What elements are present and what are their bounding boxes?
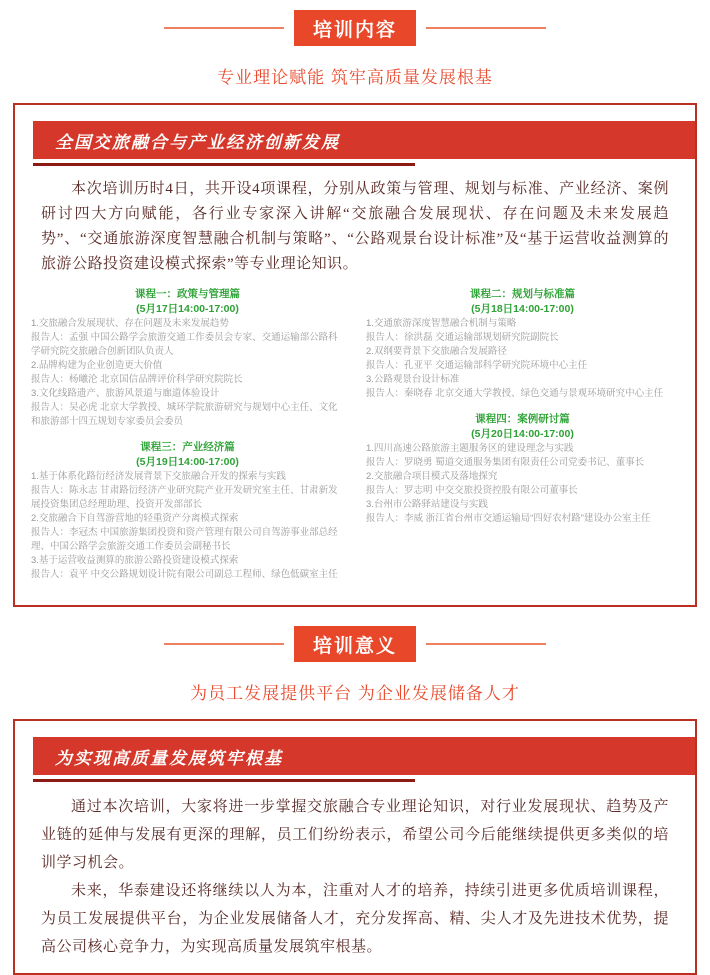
- course-topic: 2.品牌构建为企业创造更大价值: [31, 360, 163, 371]
- course-block-4: [366, 412, 679, 526]
- course-speaker: 报告人：罗志明 中交交旅投资控股有限公司董事长: [366, 485, 578, 496]
- course-speaker: 报告人：孟强 中国公路学会旅游交通工作委员会专家、交通运输部公路科学研究院交旅融合创新团队负责人: [31, 332, 338, 357]
- course-topic: 3.文化线路遗产、旅游风景道与廊道体验设计: [31, 388, 220, 399]
- section-banner-training-significance: [0, 626, 710, 662]
- course-topic: 2.交旅融合项目模式及落地探究: [366, 471, 498, 482]
- course-title: 课程一：政策与管理篇: [135, 288, 240, 300]
- course-block-1: [31, 287, 344, 429]
- intro-paragraph: 本次培训历时4日，共开设4项课程，分别从政策与管理、规划与标准、产业经济、案例研讨四大方向赋能，各行业专家深入讲解“交旅融合发展现状、存在问题及未来发展趋势”、“交通旅游深度智慧融合机制与策略”、“公路观景台设计标准”及“基于运营收益测算的旅游公路投资建设模式探索”等专业理论知识。: [41, 181, 669, 272]
- content-card-training: [13, 103, 697, 607]
- banner-line-right: [426, 27, 546, 29]
- course-speaker: 报告人：孔亚平 交通运输部科学研究院环境中心主任: [366, 360, 588, 371]
- section-subtitle: 为员工发展提供平台 为企业发展储备人才: [190, 684, 520, 703]
- conclusion-paragraph: 未来，华泰建设还将继续以人为本，注重对人才的培养，持续引进更多优质培训课程，为员工发展提供平台，为企业发展储备人才，充分发挥高、精、尖人才及先进技术优势，提高公司核心竞争力，为实现高质量发展筑牢根基。: [41, 883, 669, 955]
- banner-line-right: [426, 643, 546, 645]
- course-speaker: 报告人：袁平 中交公路规划设计院有限公司副总工程师、绿色低碳室主任: [31, 569, 338, 580]
- banner-title: 培训内容: [294, 10, 416, 46]
- course-topic: 1.交通旅游深度智慧融合机制与策略: [366, 318, 517, 329]
- course-block-3: [31, 440, 344, 582]
- banner-line-left: [164, 643, 284, 645]
- course-speaker: 报告人：徐洪磊 交通运输部规划研究院副院长: [366, 332, 559, 343]
- course-topic: 3.基于运营收益测算的旅游公路投资建设模式探索: [31, 555, 239, 566]
- course-speaker: 报告人：杨曦沦 北京国信品牌评价科学研究院院长: [31, 374, 243, 385]
- banner-title: 培训意义: [294, 626, 416, 662]
- course-topic: 2.交旅融合下自驾游营地的轻重资产分离模式探索: [31, 513, 239, 524]
- banner-line-left: [164, 27, 284, 29]
- course-block-2: [366, 287, 679, 401]
- course-speaker: 报告人：李冠杰 中国旅游集团投资和资产管理有限公司自驾游事业部总经理、中国公路学会旅游交通工作委员会副秘书长: [31, 527, 338, 552]
- card-header-underline: [33, 163, 415, 166]
- course-time: (5月18日14:00-17:00): [471, 303, 574, 315]
- card-header-title: 为实现高质量发展筑牢根基: [33, 737, 695, 775]
- course-schedule-left-column: [31, 287, 344, 593]
- course-topic: 1.基于体系化路衍经济发展背景下交旅融合开发的探索与实践: [31, 471, 286, 482]
- course-topic: 1.四川高速公路旅游主题服务区的建设理念与实践: [366, 443, 574, 454]
- conclusion-paragraph: 通过本次培训，大家将进一步掌握交旅融合专业理论知识，对行业发展现状、趋势及产业链的延伸与发展有更深的理解，员工们纷纷表示，希望公司今后能继续提供更多类似的培训学习机会。: [41, 799, 669, 871]
- course-title: 课程三：产业经济篇: [140, 441, 235, 453]
- card-header-title: 全国交旅融合与产业经济创新发展: [33, 121, 695, 159]
- course-topic: 3.公路观景台设计标准: [366, 374, 460, 385]
- course-speaker: 报告人：吴必虎 北京大学教授、城环学院旅游研究与规划中心主任、文化和旅游部十四五规划专家委员会委员: [31, 402, 338, 427]
- course-speaker: 报告人：陈永志 甘肃路衍经济产业研究院产业开发研究室主任、甘肃新发展投资集团总经理助理、投资开发部部长: [31, 485, 338, 510]
- course-speaker: 报告人：秦晓春 北京交通大学教授、绿色交通与景观环境研究中心主任: [366, 388, 664, 399]
- course-speaker: 报告人：李威 浙江省台州市交通运输局“四好农村路”建设办公室主任: [366, 513, 651, 524]
- course-title: 课程二：规划与标准篇: [470, 288, 575, 300]
- section-subtitle: 专业理论赋能 筑牢高质量发展根基: [217, 68, 493, 87]
- course-time: (5月17日14:00-17:00): [136, 303, 239, 315]
- course-time: (5月19日14:00-17:00): [136, 456, 239, 468]
- course-topic: 1.交旅融合发展现状、存在问题及未来发展趋势: [31, 318, 229, 329]
- course-schedule-image[interactable]: [31, 287, 679, 593]
- course-schedule-right-column: [366, 287, 679, 593]
- course-topic: 2.双纲要背景下交旅融合发展路径: [366, 346, 507, 357]
- course-topic: 3.台州市公路驿站建设与实践: [366, 499, 488, 510]
- section-banner-training-content: [0, 10, 710, 46]
- course-speaker: 报告人：罗晓勇 蜀道交通服务集团有限责任公司党委书记、董事长: [366, 457, 645, 468]
- course-title: 课程四：案例研讨篇: [475, 413, 570, 425]
- content-card-significance: [13, 719, 697, 975]
- course-time: (5月20日14:00-17:00): [471, 428, 574, 440]
- card-header-underline: [33, 779, 415, 782]
